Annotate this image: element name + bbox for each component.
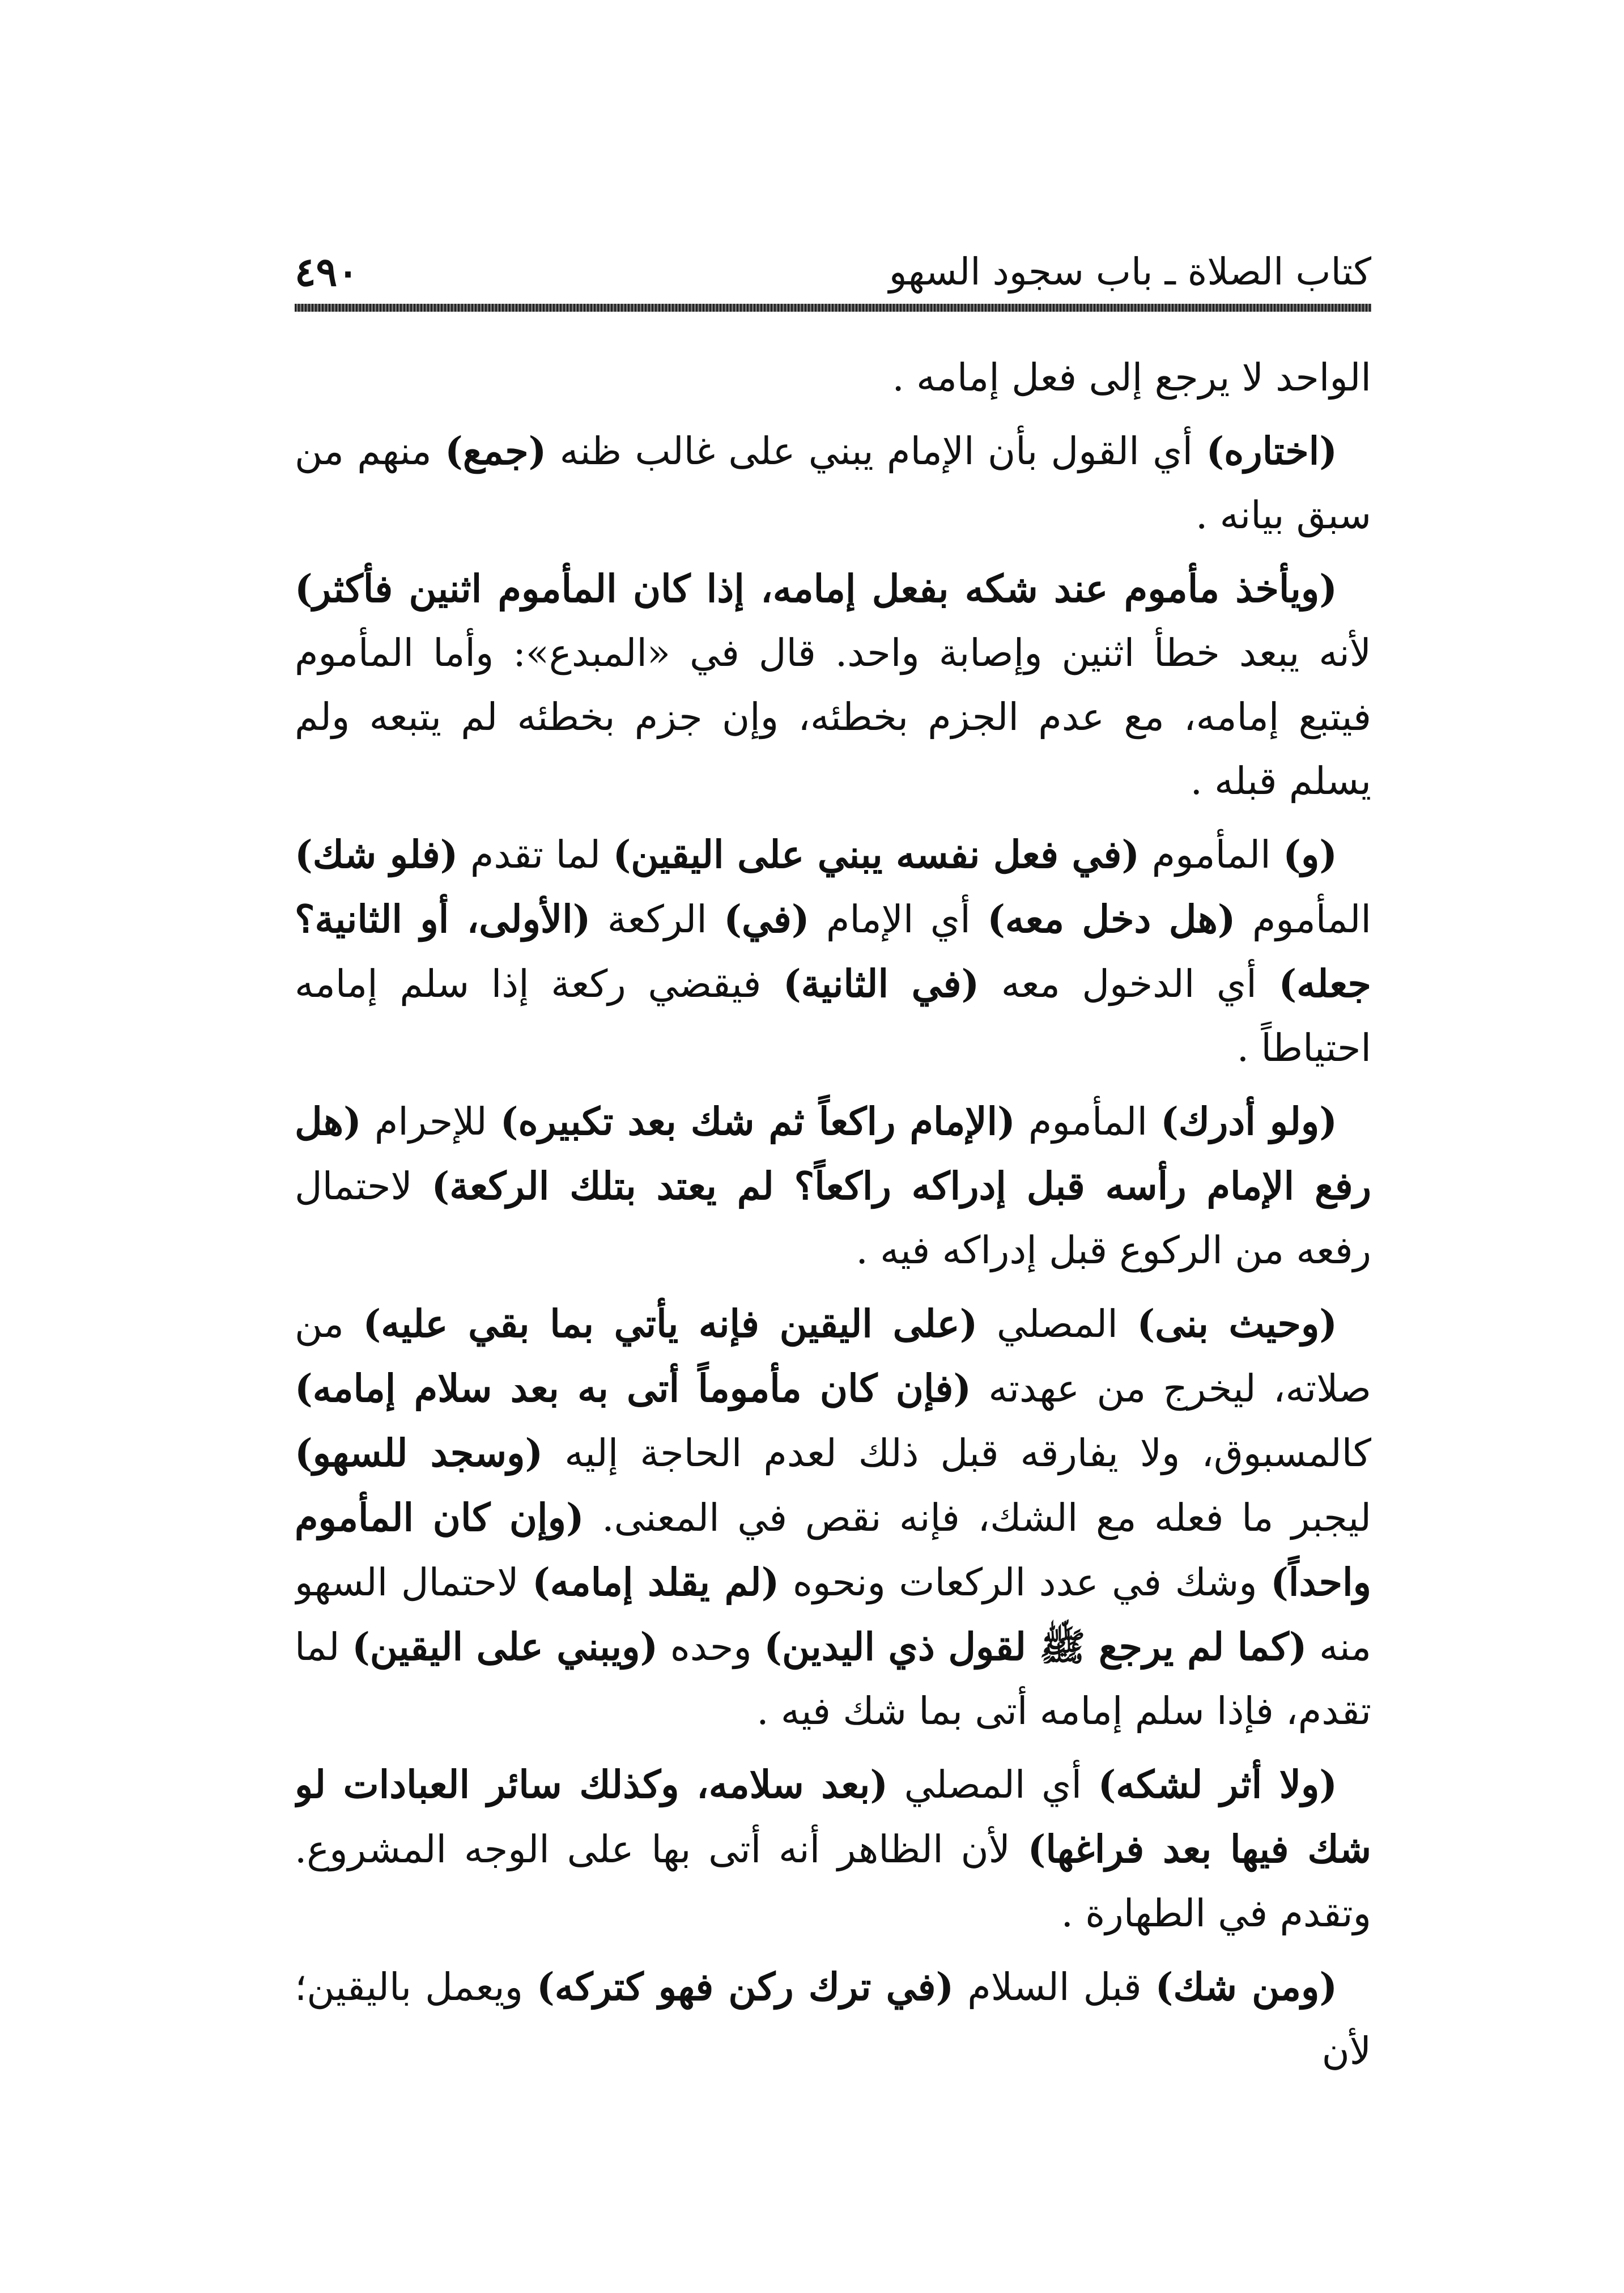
matn-text: (ومن شك): [1155, 1964, 1338, 2009]
matn-text: (بعد سلامه، وكذلك سائر العبادات لو شك فيها بعد فراغها): [295, 1762, 1371, 1871]
sharh-text: أي القول بأن الإمام يبني على غالب ظنه: [546, 429, 1206, 473]
matn-text: (ويأخذ مأموم عند شكه بفعل إمامه، إذا كان المأموم اثنين فأكثر): [295, 566, 1337, 611]
sharh-text: المأموم: [1235, 897, 1371, 941]
matn-text: (الأولى، أو الثانية؟ جعله): [295, 897, 1371, 1006]
matn-text: (في): [724, 897, 810, 941]
matn-text: (وإن كان المأموم واحداً): [295, 1495, 1371, 1604]
paragraph: [295, 1089, 1371, 1283]
paragraph: [295, 822, 1371, 1080]
sharh-text: لأن الظاهر أنه أتى بها على الوجه المشروع. وتقدم في الطهارة .: [295, 1827, 1371, 1935]
sharh-text: الواحد لا يرجع إلى فعل إمامه .: [892, 355, 1371, 400]
chapter-title: كتاب الصلاة ـ باب سجود السهو: [888, 250, 1371, 294]
matn-text: (فلو شك): [295, 832, 458, 877]
sharh-text: المصلي: [977, 1302, 1137, 1346]
page-header: [295, 244, 1371, 306]
sharh-text: لما تقدم، فإذا سلم إمامه أتى بما شك فيه .: [295, 1625, 1371, 1733]
sharh-text: المأموم: [1140, 833, 1283, 877]
matn-text: (ويبني على اليقين): [352, 1624, 658, 1669]
sharh-text: المأموم: [1015, 1099, 1161, 1144]
matn-text: (ولا أثر لشكه): [1098, 1762, 1337, 1807]
sharh-text: ليجبر ما فعله مع الشك، فإنه نقص في المعنى.: [584, 1496, 1371, 1540]
matn-text: (و): [1283, 832, 1338, 877]
matn-text: (على اليقين فإنه يأتي بما بقي عليه): [363, 1301, 978, 1346]
paragraph: [295, 1292, 1371, 1743]
page-number: ٤٩٠: [295, 248, 359, 295]
sharh-text: للإحرام: [361, 1099, 500, 1144]
sharh-text: منهم من سبق بيانه .: [295, 429, 1371, 537]
sharh-text: أي الإمام: [809, 897, 988, 941]
paragraph: [295, 1752, 1371, 1946]
matn-text: (اختاره): [1206, 428, 1337, 473]
sharh-text: ويعمل باليقين؛ لأن: [295, 1965, 1371, 2073]
matn-text: (ولو أدرك): [1160, 1099, 1337, 1144]
sharh-text: لاحتمال السهو منه: [295, 1560, 1371, 1669]
paragraph: [295, 557, 1371, 813]
sharh-text: لما تقدم: [458, 833, 613, 877]
matn-text: (في ترك ركن فهو كتركه): [537, 1964, 954, 2009]
matn-text: (فإن كان مأموماً أتى به بعد سلام إمامه): [295, 1366, 972, 1411]
matn-text: (لم يقلد إمامه): [532, 1560, 780, 1604]
sharh-text: فيقضي ركعة إذا سلم إمامه احتياطاً .: [295, 962, 1371, 1070]
matn-text: (في الثانية): [783, 961, 980, 1006]
sharh-text: وشك في عدد الركعات ونحوه: [779, 1560, 1271, 1604]
matn-text: (الإمام راكعاً ثم شك بعد تكبيره): [500, 1099, 1015, 1144]
matn-text: (وحيث بنى): [1137, 1301, 1338, 1346]
sharh-text: وحده: [658, 1625, 764, 1669]
paragraph: [295, 419, 1371, 547]
matn-text: (وسجد للسهو): [295, 1430, 543, 1475]
sharh-text: من صلاته، ليخرج من عهدته: [295, 1302, 1371, 1411]
matn-text: (جمع): [445, 428, 547, 473]
sharh-text: الركعة: [590, 897, 724, 941]
matn-text: (هل رفع الإمام رأسه قبل إدراكه راكعاً؟ لم يعتد بتلك الركعة): [295, 1099, 1371, 1208]
matn-text: (في فعل نفسه يبني على اليقين): [613, 832, 1140, 877]
sharh-text: كالمسبوق، ولا يفارقه قبل ذلك لعدم الحاجة إليه: [543, 1431, 1371, 1475]
sharh-text: أي المصلي: [888, 1763, 1098, 1807]
sharh-text: لاحتمال رفعه من الركوع قبل إدراكه فيه .: [295, 1164, 1371, 1272]
matn-text: (هل دخل معه): [987, 897, 1236, 941]
page-body: [295, 346, 1371, 2159]
paragraph: [295, 346, 1371, 410]
header-rule: [295, 304, 1371, 312]
sharh-text: أي الدخول معه: [979, 962, 1279, 1006]
paragraph: [295, 1955, 1371, 2083]
sharh-text: قبل السلام: [954, 1965, 1155, 2009]
matn-text: (كما لم يرجع ﷺ لقول ذي اليدين): [764, 1624, 1307, 1669]
sharh-text: لأنه يبعد خطأ اثنين وإصابة واحد. قال في «المبدع»: وأما المأموم فيتبع إمامه، مع عدم الجزم بخطئه، وإن جزم بخطئه لم يتبعه ولم يسلم قبله .: [295, 631, 1371, 803]
